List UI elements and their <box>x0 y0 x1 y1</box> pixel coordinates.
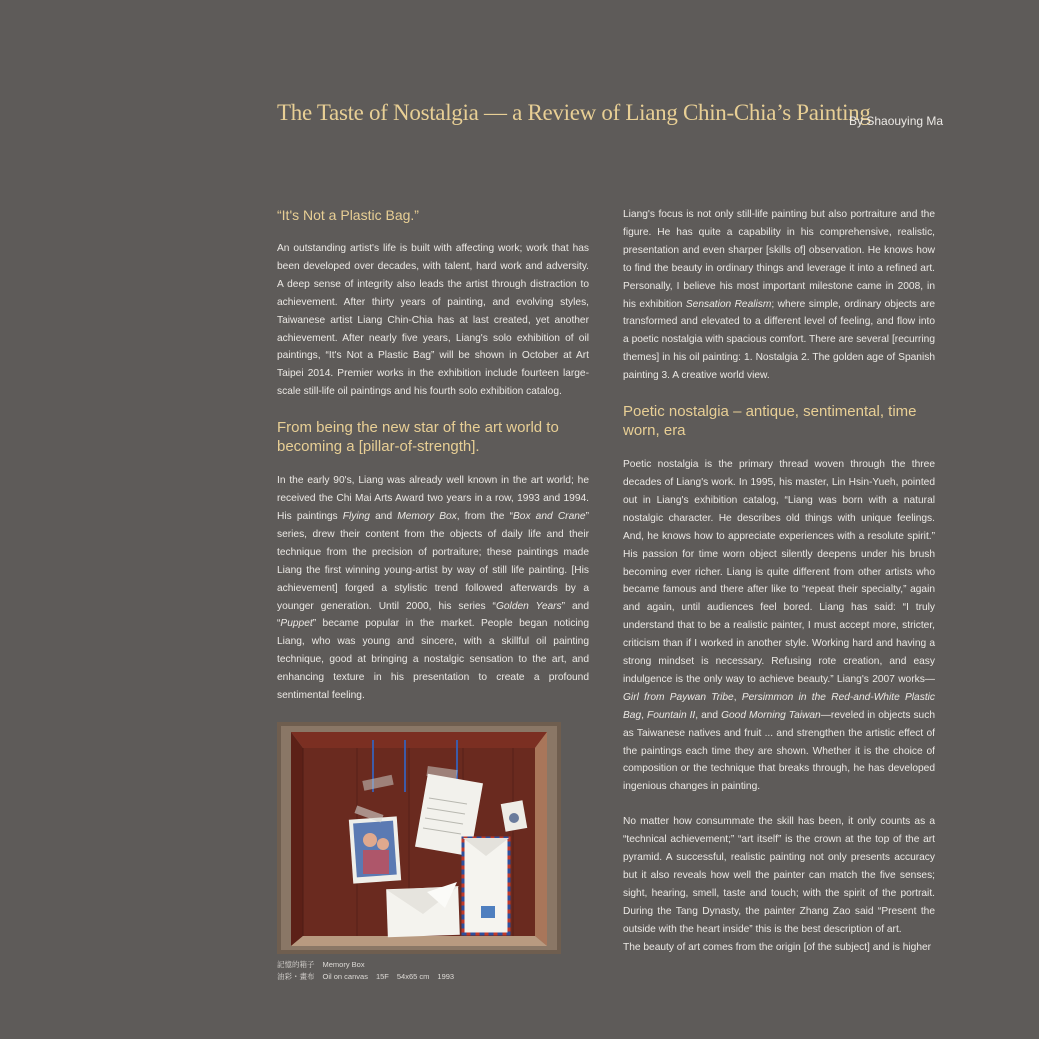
caption-size: 15F <box>375 971 389 981</box>
caption-year: 1993 <box>437 971 455 981</box>
caption-dimensions: 54x65 cm <box>396 971 430 981</box>
focus-paragraph: Liang's focus is not only still-life painting but also portraiture and the figure. He has quite a capability in his comprehensive, realistic, presentation and even sharper [skills of] observation. He knows how to find the beauty in ordinary things and leverage it into a refined art. Personally, I believe his most important milestone came in 2008, in his exhibition Sensation Realism; where simple, ordinary objects are transformed and elevated to a different level of feeling, and flow into a poetic nostalgia with spacious comfort. There are several [recurring themes] in his oil painting: 1. Nostalgia 2. The golden age of Spanish painting 3. A creative world view. <box>623 209 936 382</box>
intro-paragraph: An outstanding artist's life is built with affecting work; work that has been developed over decades, with talent, hard work and adversity. A deep sense of integrity also leads the artist through distraction to achievement. After thirty years of painting, and evolving styles, Taiwanese artist Liang Chin-Chia has at last created, yet another achievement. After nearly five years, Liang's solo exhibition of oil paintings, “It's Not a Plastic Bag” will be shown in October at Art Taipei 2014. Premier works in the exhibition include fourteen large-scale still-life oil paintings and his fourth solo exhibition catalog. <box>277 243 589 398</box>
caption-title-en: Memory Box <box>322 959 365 969</box>
left-column <box>277 206 589 983</box>
painting-caption <box>277 959 589 983</box>
poetic-nostalgia-paragraph: Poetic nostalgia is the primary thread woven through the three decades of Liang's work. In 1995, his master, Lin Hsin-Yueh, pointed out in Liang's exhibition catalog, “Liang was born with a natural nostalgic character. He describes old things with unique feelings. And, he knows how to appreciate experiences with a resolute spirit.” His passion for time worn object silently deepens under his brush becoming ever richer. Liang is quite different from other artists who became famous and there after like to “repeat their specialty,” again and again, until audiences feel bored. Liang has said: “I truly understand that to be a realistic painter, I must accept more, stricter, criticism than if I worked in another style. Working hard and having a strong mindset is necessary. Refusing rote creation, and easy indulgence is the only way to achieve beauty.” Liang's 2007 works—Girl from Paywan Tribe, Persimmon in the Red-and-White Plastic Bag, Fountain II, and Good Morning Taiwan—reveled in objects such as Taiwanese natives and fruit ... and strengthen the artistic effect of the paintings each time they are shown. Whether it is the choice of composition or the technique that breaks through, he has developed ingenious changes in painting. <box>623 459 936 793</box>
caption-medium-zh: 油彩・畫布 <box>277 971 315 981</box>
right-column <box>623 206 935 974</box>
caption-medium-en: Oil on canvas <box>322 971 368 981</box>
technical-achievement-paragraph: No matter how consummate the skill has been, it only counts as a “technical achievement;” “art itself” is the crown at the top of the art pyramid. A successful, realistic painting not only presents accuracy but it also reveals how well the painter can match the five senses; sight, hearing, smell, taste and touch; with the spirit of the portrait. During the Tang Dynasty, the painter Zhang Zao said “Present the outside with the heart inside” this is the best description of art. <box>623 816 935 935</box>
section-heading-poetic-nostalgia: Poetic nostalgia – antique, sentimental, time worn, era <box>623 403 917 440</box>
early-career-paragraph: In the early 90's, Liang was already well known in the art world; he received the Chi Mai Arts Award two years in a row, 1993 and 1994. His paintings Flying and Memory Box, from the “Box and Crane” series, drew their content from the objects of daily life and their technique from the precision of portraiture; these paintings made Liang the first winning young-artist by way of still life painting. [His achievement] forged a stylistic trend followed afterwards by a younger generation. Until 2000, his series “Golden Years” and “Puppet” became popular in the market. People began noticing Liang, who was young and sincere, with a skillful oil painting technique, good at bringing a nostalgic sensation to the art, and enhancing texture in his presentation to create a profound sentimental feeling. <box>277 475 589 702</box>
section-heading-plastic-bag: “It's Not a Plastic Bag.” <box>277 207 419 223</box>
beauty-of-art-paragraph: The beauty of art comes from the origin [of the subject] and is higher <box>623 941 932 953</box>
memory-box-painting-image <box>277 722 561 954</box>
page-title: The Taste of Nostalgia — a Review of Liang Chin-Chia’s Painting <box>277 100 871 125</box>
section-heading-new-star: From being the new star of the art world to becoming a [pillar-of-strength]. <box>277 419 559 456</box>
caption-title-zh: 記憶的箱子 <box>277 959 315 969</box>
memory-box-painting <box>277 722 561 954</box>
author-byline: By Shaouying Ma <box>849 114 944 128</box>
